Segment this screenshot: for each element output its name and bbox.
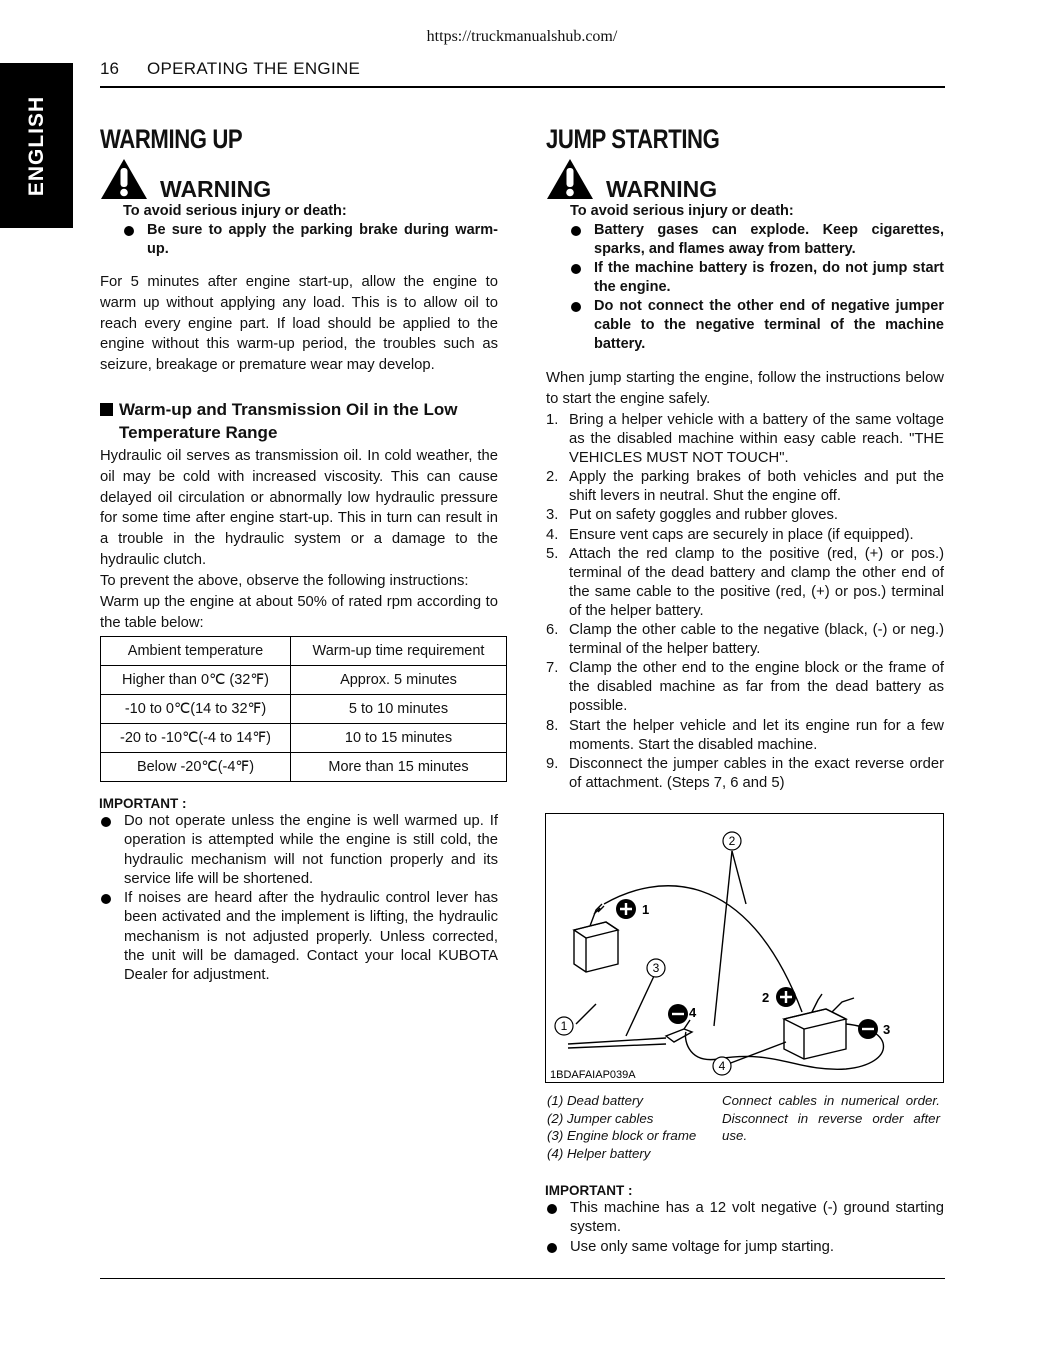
table-cell: -10 to 0℃(14 to 32℉) [101, 695, 291, 724]
warning-triangle-icon [100, 158, 148, 200]
list-item: 4. Ensure vent caps are securely in place (if equipped). [546, 526, 914, 543]
bullet-icon [571, 226, 581, 236]
list-item: 9. Disconnect the jumper cables in the exact reverse order of attachment. (Steps 7, 6 and 5) [546, 755, 944, 791]
list-item: 3. Put on safety goggles and rubber gloves. [546, 507, 838, 524]
list-item: 1. Bring a helper vehicle with a battery of the same voltage as the disabled machine within easy cable reach. "THE VEHICLES MUST NOT TOUCH". [546, 412, 944, 467]
table-row [101, 695, 507, 724]
figure-note: Connect cables in numerical order. Disconnect in reverse order after use. [722, 1093, 940, 1143]
footer-rule [100, 1278, 945, 1279]
warning-item: If the machine battery is frozen, do not jump start the engine. [571, 259, 944, 297]
warning-item: Battery gases can explode. Keep cigarettes, sparks, and flames away from battery. [571, 221, 944, 259]
warning-label: WARNING [160, 176, 272, 202]
square-bullet-icon [100, 403, 113, 416]
page-number: 16 [100, 59, 119, 78]
table-cell: Higher than 0℃ (32℉) [101, 666, 291, 695]
jump-start-illustration [546, 814, 943, 1082]
figure-code: 1BDAFAIAP039A [550, 1069, 636, 1081]
warning-item: Be sure to apply the parking brake during warm-up. [124, 221, 498, 259]
jump-starting-warning-header [546, 158, 717, 200]
important-list [101, 812, 498, 986]
language-tab [0, 63, 73, 228]
bullet-icon [124, 226, 134, 236]
table-cell: 10 to 15 minutes [291, 724, 507, 753]
warning-label: WARNING [606, 176, 718, 202]
warning-list [124, 221, 498, 259]
important-item: Do not operate unless the engine is well warmed up. If operation is attempted while the engine is still cold, the hydraulic mechanism will not function properly and its service life will be shortened. [101, 812, 498, 889]
callout-4: 4 [718, 1059, 726, 1073]
bullet-icon [101, 817, 111, 827]
list-item: 6. Clamp the other cable to the negative (black, (-) or neg.) terminal of the helper battery. [546, 622, 944, 658]
language-tab-label: ENGLISH [24, 95, 48, 196]
table-header-row [101, 637, 507, 666]
table-row [101, 666, 507, 695]
header-rule [100, 86, 945, 88]
jump-steps-list [546, 411, 944, 793]
legend-item: (1) Dead battery [547, 1093, 644, 1108]
important-list [547, 1199, 944, 1257]
callout-1: 1 [560, 1019, 568, 1033]
table-cell: -20 to -10℃(-4 to 14℉) [101, 724, 291, 753]
table-row [101, 724, 507, 753]
bullet-icon [571, 264, 581, 274]
warming-up-warning-header [100, 158, 271, 200]
jump-start-diagram [545, 813, 944, 1083]
warming-up-title: WARMING UP [100, 124, 243, 154]
bullet-icon [571, 302, 581, 312]
jump-starting-intro: When jump starting the engine, follow the instructions below to start the engine safely. [546, 370, 944, 407]
warm-up-table [100, 636, 507, 782]
jump-starting-title: JUMP STARTING [546, 124, 720, 154]
table-row [101, 753, 507, 782]
legend-item: (2) Jumper cables [547, 1110, 654, 1126]
bullet-icon [547, 1243, 557, 1253]
warning-lead: To avoid serious injury or death: [570, 203, 794, 219]
figure-legend [547, 1092, 717, 1162]
warning-list [571, 221, 944, 354]
bullet-icon [547, 1204, 557, 1214]
list-item: 7. Clamp the other end to the engine block or the frame of the disabled machine as far from the dead battery as possible. [546, 660, 944, 715]
terminal-label-1: 1 [642, 902, 650, 917]
important-label: IMPORTANT : [545, 1183, 633, 1198]
callout-3: 3 [652, 961, 660, 975]
list-item: 2. Apply the parking brakes of both vehicles and put the shift levers in neutral. Shut the engine off. [546, 469, 944, 505]
prevent-paragraph: To prevent the above, observe the following instructions: [100, 573, 469, 589]
important-item: If noises are heard after the hydraulic control lever has been activated and the implement is lifting, the hydraulic mechanism is not adjusted properly. Unless corrected, the unit will be damaged. Contact your local KUBOTA Dealer for adjustment. [101, 889, 498, 985]
source-url: https://truckmanualshub.com/ [426, 28, 618, 45]
warm-up-instruction: Warm up the engine at about 50% of rated rpm according to the table below: [100, 594, 498, 631]
table-header-cell: Warm-up time requirement [291, 637, 507, 666]
warm-up-subheading: Warm-up and Transmission Oil in the Low Temperature Range [100, 398, 500, 444]
terminal-label-3: 3 [883, 1022, 891, 1037]
list-item: 8. Start the helper vehicle and let its engine run for a few moments. Start the disabled machine. [546, 717, 944, 753]
legend-item: (4) Helper battery [547, 1145, 651, 1161]
list-item: 5. Attach the red clamp to the positive (red, (+) or pos.) terminal of the dead battery and clamp the other end of the same cable to the positive (red, (+) or pos.) terminal of the helper battery. [546, 545, 944, 619]
terminal-label-2: 2 [762, 990, 770, 1005]
warning-triangle-icon [546, 158, 594, 200]
important-item: Use only same voltage for jump starting. [547, 1238, 944, 1257]
important-item: This machine has a 12 volt negative (-) ground starting system. [547, 1199, 944, 1238]
section-title: OPERATING THE ENGINE [147, 59, 361, 78]
hydraulic-oil-paragraph: Hydraulic oil serves as transmission oil. In cold weather, the oil may be cold with increased viscosity. This can cause delayed oil circulation or abnormally low hydraulic pressure for some time after engine start-up. This in turn can result in a trouble in the hydraulic system or a damage to the hydraulic clutch. [100, 448, 498, 568]
important-label: IMPORTANT : [99, 796, 187, 811]
table-header-cell: Ambient temperature [101, 637, 291, 666]
table-cell: 5 to 10 minutes [291, 695, 507, 724]
warning-item: Do not connect the other end of negative jumper cable to the negative terminal of the machine battery. [571, 297, 944, 354]
bullet-icon [101, 894, 111, 904]
table-cell: More than 15 minutes [291, 753, 507, 782]
table-cell: Approx. 5 minutes [291, 666, 507, 695]
terminal-label-4: 4 [689, 1005, 697, 1020]
warming-up-intro: For 5 minutes after engine start-up, allow the engine to warm up without applying any load. This is to allow oil to reach every engine part. If load should be applied to the engine without this warm-up period, the troubles such as seizure, breakage or premature wear may develop. [100, 274, 498, 374]
callout-2: 2 [728, 834, 736, 848]
warning-lead: To avoid serious injury or death: [123, 203, 347, 219]
legend-item: (3) Engine block or frame [547, 1128, 697, 1143]
table-cell: Below -20℃(-4℉) [101, 753, 291, 782]
